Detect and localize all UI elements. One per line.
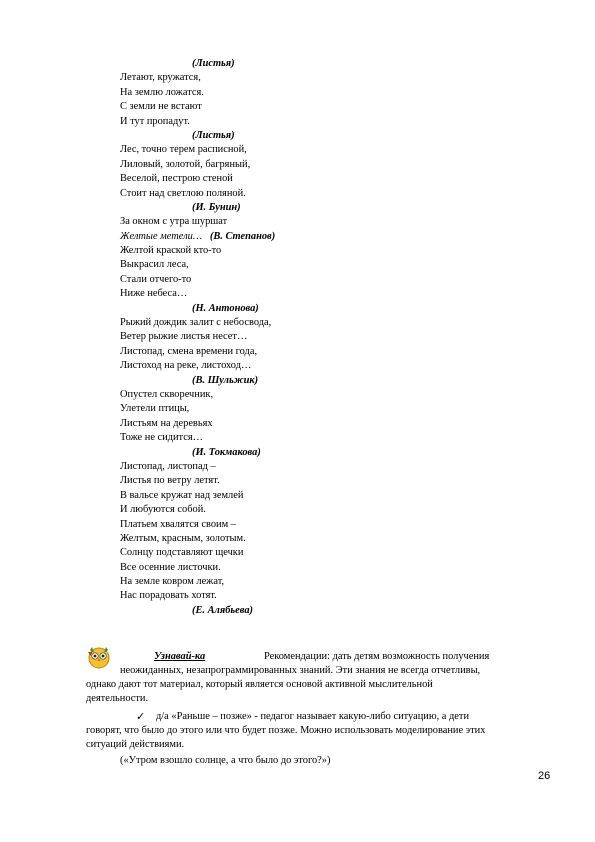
poem-line: С земли не встают bbox=[120, 101, 202, 113]
poem-line: Стоит над светлою поляной. bbox=[120, 187, 246, 199]
owl-logo-icon bbox=[86, 644, 112, 670]
poem-attribution: (И. Бунин) bbox=[192, 201, 241, 213]
poem-line: На земле ковром лежат, bbox=[120, 576, 225, 588]
poem-line: Листоход на реке, листоход… bbox=[120, 360, 252, 372]
poem-line: Улетели птицы, bbox=[120, 403, 190, 415]
poem-attribution: (Листья) bbox=[192, 58, 235, 69]
poem-collection bbox=[120, 57, 450, 618]
section-recommendation: Рекомендации: дать детям возможность получения bbox=[264, 651, 490, 662]
poem-line: Все осенние листочки. bbox=[120, 561, 221, 573]
poem-line-text: Желтые метели… bbox=[120, 230, 203, 242]
poem-line: Лес, точно терем расписной, bbox=[120, 144, 247, 156]
section-line-2: однако дают тот материал, который является основой активной мыслительной bbox=[86, 679, 433, 690]
section-title: Узнавай-ка bbox=[154, 651, 206, 662]
poem-attribution: (Е. Алябьева) bbox=[192, 604, 253, 616]
poem-line: Лиловый, золотой, багряный, bbox=[120, 158, 251, 170]
poem-line: Ветер рыжие листья несет… bbox=[120, 331, 248, 343]
poem-line: Летают, кружатся, bbox=[120, 72, 201, 84]
poem-line: Желтой краской кто-то bbox=[120, 245, 222, 257]
poem-line: За окном с утра шуршат bbox=[120, 216, 228, 228]
game-example: («Утром взошло солнце, а что было до этого?») bbox=[120, 755, 331, 766]
poem-line: В вальсе кружат над землей bbox=[120, 489, 244, 501]
poem-line: Опустел скворечник, bbox=[120, 388, 214, 400]
section-line-1: неожиданных, незапрограммированных знаний. Эти знания не всегда отчетливы, bbox=[120, 665, 481, 676]
poem-line: Тоже не сидится… bbox=[120, 432, 203, 444]
poem-attribution: (В. Степанов) bbox=[209, 230, 276, 242]
page-number: 26 bbox=[538, 770, 551, 782]
poem-attribution: (Листья) bbox=[192, 129, 235, 141]
poem-line bbox=[120, 230, 450, 244]
poem-line: Веселой, пестрою стеной bbox=[120, 173, 233, 185]
poem-line: Ниже небеса… bbox=[120, 288, 188, 300]
poem-line: Листья по ветру летят. bbox=[120, 475, 220, 487]
poem-line: Листьям на деревьях bbox=[120, 417, 213, 429]
checkmark-icon: ✓ bbox=[136, 711, 146, 723]
poem-line: Листопад, смена времени года, bbox=[120, 345, 258, 357]
poem-attribution: (В. Шульжик) bbox=[192, 374, 259, 386]
game-line-1: д/а «Раньше – позже» - педагог называет какую-либо ситуацию, а дети bbox=[156, 711, 470, 722]
game-line-3: ситуаций действиями. bbox=[86, 739, 185, 750]
poem-line: Листопад, листопад – bbox=[120, 460, 216, 472]
poem-line: На землю ложатся. bbox=[120, 86, 204, 98]
poem-line: Солнцу подставляют щечки bbox=[120, 547, 244, 559]
poem-attribution: (Н. Антонова) bbox=[192, 302, 259, 314]
game-line-2: говорят, что было до этого или что будет позже. Можно использовать моделирование этих bbox=[86, 725, 486, 736]
poem-attribution: (И. Токмакова) bbox=[192, 446, 261, 458]
poem-line: Нас порадовать хотят. bbox=[120, 590, 217, 602]
poem-line: Желтым, красным, золотым. bbox=[120, 532, 246, 544]
poem-line: Стали отчего-то bbox=[120, 273, 192, 285]
poem-line: Рыжий дождик залит с небосвода, bbox=[120, 317, 272, 329]
poem-line: Платьем хвалятся своим – bbox=[120, 518, 236, 530]
section-line-3: деятельности. bbox=[86, 693, 149, 704]
poem-line: И любуются собой. bbox=[120, 504, 206, 516]
poem-line: Выкрасил леса, bbox=[120, 259, 189, 271]
poem-line: И тут пропадут. bbox=[120, 115, 190, 127]
